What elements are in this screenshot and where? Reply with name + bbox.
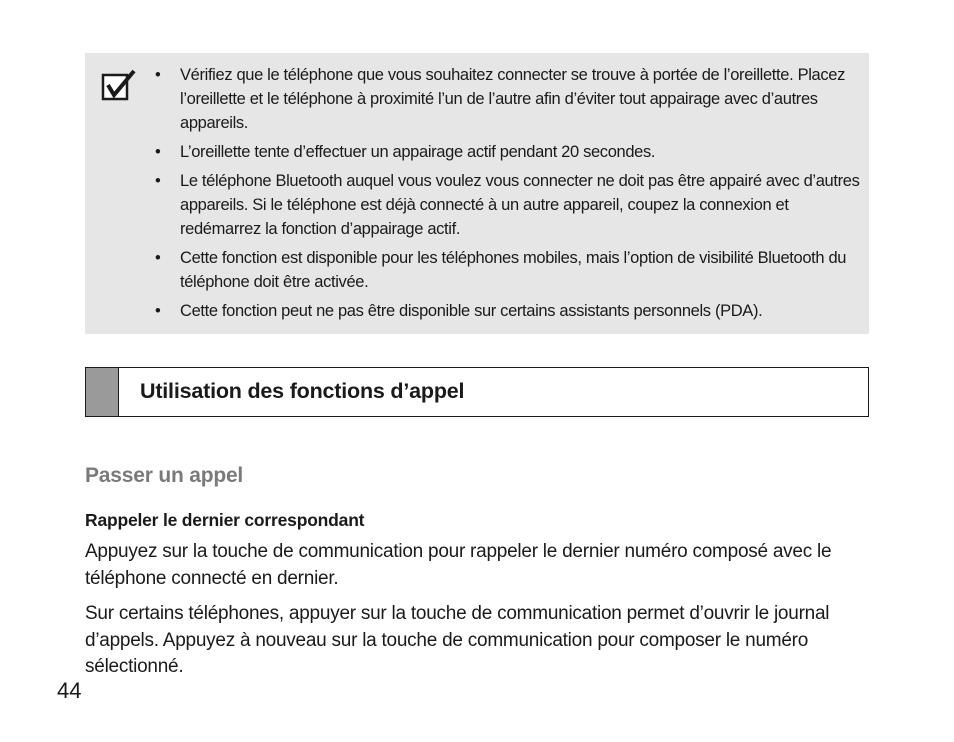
page-number: 44 — [57, 678, 82, 703]
body-paragraph: Appuyez sur la touche de communication pour rappeler le dernier numéro composé avec le téléphone connecté en dernier. — [85, 541, 832, 589]
note-item: • Vérifiez que le téléphone que vous souhaitez connecter se trouve à portée de l’oreillette. Placez l’oreillette et le téléphone à proximité l’un de l’autre afin d’éviter tout appairage avec d’autres appareils. — [180, 63, 860, 135]
note-item: • Cette fonction est disponible pour les téléphones mobiles, mais l’option de visibilité Bluetooth du téléphone doit être activée. — [180, 246, 860, 294]
note-item: • Le téléphone Bluetooth auquel vous voulez vous connecter ne doit pas être appairé avec d’autres appareils. Si le téléphone est déjà connecté à un autre appareil, coupez la connexion et redémarrez la fonction d’appairage actif. — [180, 169, 860, 241]
section-title: Utilisation des fonctions d’appel — [140, 379, 465, 403]
note-item: • L’oreillette tente d’effectuer un appairage actif pendant 20 secondes. — [180, 140, 860, 164]
topic-title: Rappeler le dernier correspondant — [85, 510, 365, 530]
section-header — [85, 367, 869, 417]
section-marker — [86, 368, 119, 416]
note-box — [85, 53, 869, 334]
checkbox-check-icon — [101, 69, 137, 101]
subsection-title: Passer un appel — [85, 464, 244, 487]
body-paragraph: Sur certains téléphones, appuyer sur la touche de communication permet d’ouvrir le journal d’appels. Appuyez à nouveau sur la touche de communication pour composer le numéro sélectionné. — [85, 603, 830, 677]
note-item: • Cette fonction peut ne pas être disponible sur certains assistants personnels (PDA). — [180, 299, 860, 323]
note-list — [180, 63, 860, 328]
